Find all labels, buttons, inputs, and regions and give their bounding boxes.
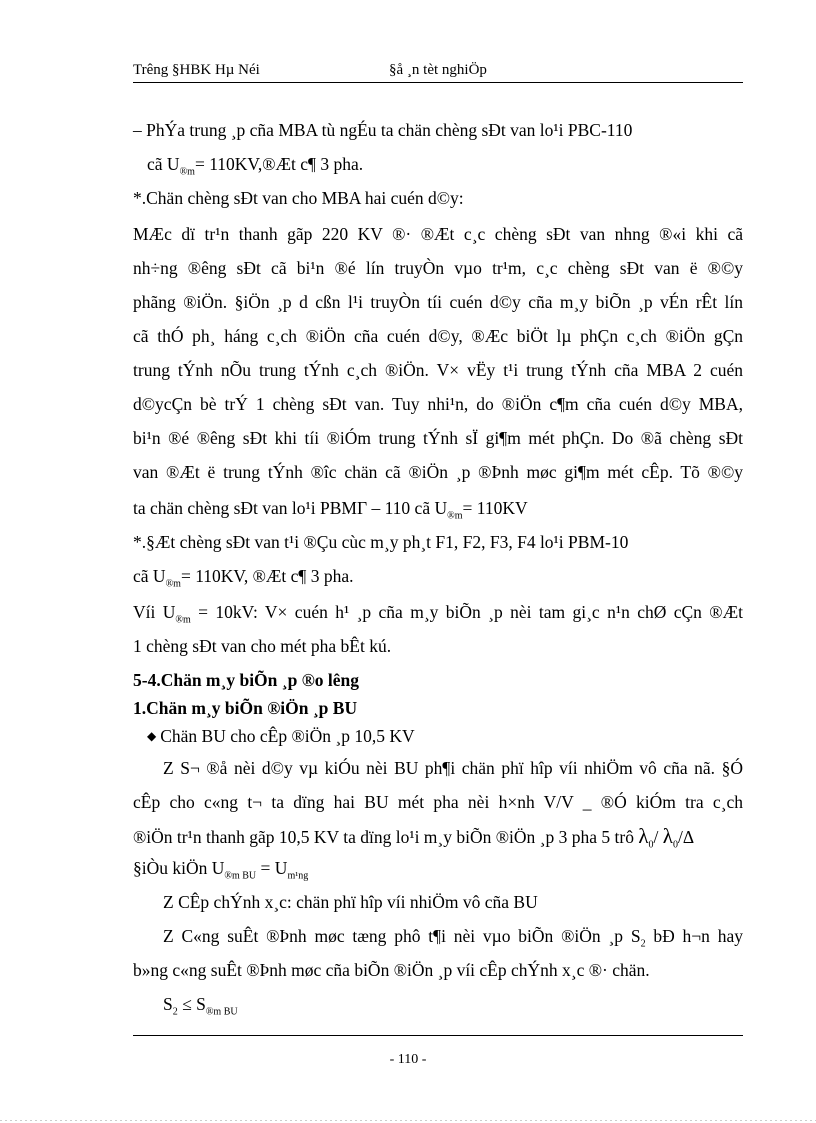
paragraph-line: ®iÖn tr¹n thanh gãp 10,5 KV ta dïng lo¹i m¸y biÕn ®iÖn ¸p 3 pha 5 trô $\lambda_0/$ $\lambda_0/\Delta$ [133, 824, 695, 851]
formula-line: $S_2 \le S_{®m BU}$ [163, 994, 238, 1018]
paragraph-line: Víi $U_{®m} = 10kV$: V× cuén h¹ ¸p cña m¸y biÕn ¸p nèi tam gi¸c n¹n chØ cÇn ®Æt [133, 602, 744, 626]
paragraph-line: cã $U_{®m}= 110KV$, ®Æt c¶ 3 pha. [133, 566, 354, 590]
paragraph-line: MÆc dï tr¹n thanh gãp 220 KV ®· ®Æt c¸c chèng sÐt van nhng ®«i khi cã [133, 224, 743, 244]
paragraph-line: phãng ®iÖn. §iÖn ¸p d cßn l¹i truyÒn tíi cuén d©y cña m¸y biÕn ¸p vÉn rÊt lín [133, 292, 743, 312]
paragraph-line: – PhÝa trung ¸p cña MBA tù ngÉu ta chän chèng sÐt van lo¹i PBC-110 [133, 120, 633, 140]
paragraph-line: cÊp cho c«ng t¬ ta dïng hai BU mét pha nèi h×nh V/V _ ®Ó kiÓm tra c¸ch [133, 792, 743, 812]
header-document-title: §å ¸n tèt nghiÖp [389, 62, 487, 78]
paragraph-line: Z CÊp chÝnh x¸c: chän phï hîp víi nhiÖm vô cña BU [163, 892, 538, 912]
paragraph-line: *.Chän chèng sÐt van cho MBA hai cuén d©y: [133, 188, 464, 208]
paragraph-line: cã $U_{®m}=$ 110KV,®Æt c¶ 3 pha. [147, 154, 364, 178]
header-rule [133, 82, 743, 83]
header-institution: Trêng §HBK Hµ Néi [133, 62, 260, 78]
paragraph-line: Z C«ng suÊt ®Þnh møc tæng phô t¶i nèi vµo biÕn ®iÖn ¸p $S_2$ bÐ h¬n hay [163, 926, 743, 950]
bullet-item: ◆ Chän BU cho cÊp ®iÖn ¸p 10,5 KV [147, 726, 415, 746]
paragraph-line: van ®Æt ë trung tÝnh ®îc chän cã ®iÖn ¸p ®Þnh møc gi¶m mét cÊp. Tõ ®©y [133, 462, 743, 482]
page-edge-dotted-line [0, 1120, 816, 1121]
page-number: - 110 - [389, 1052, 427, 1067]
paragraph-line: b»ng c«ng suÊt ®Þnh møc cña biÕn ®iÖn ¸p víi cÊp chÝnh x¸c ®· chän. [133, 960, 650, 980]
paragraph-line: *.§Æt chèng sÐt van t¹i ®Çu cùc m¸y ph¸t F1, F2, F3, F4 lo¹i PBM-10 [133, 532, 629, 552]
section-heading: 5-4.Chän m¸y biÕn ¸p ®o lêng [133, 670, 360, 690]
paragraph-line: bi¹n ®é ®êng sÐt khi tíi ®iÓm trung tÝnh sÏ gi¶m mét phÇn. Do ®ã chèng sÐt [133, 428, 743, 448]
paragraph-line: d©ycÇn bè trÝ 1 chèng sÐt van. Tuy nhi¹n, do ®iÖn c¶m cña cuén d©y MBA, [133, 394, 743, 414]
footer-rule [133, 1035, 743, 1036]
subsection-heading: 1.Chän m¸y biÕn ®iÖn ¸p BU [133, 698, 358, 718]
paragraph-line: nh÷ng ®êng sÐt cã bi¹n ®é lín truyÒn vµo tr¹m, c¸c chèng sÐt van ë ®©y [133, 258, 743, 278]
diamond-bullet-icon: ◆ [147, 729, 157, 743]
paragraph-line: cã thÓ ph¸ háng c¸ch ®iÖn cña cuén d©y, ®Æc biÖt lµ phÇn c¸ch ®iÖn gÇn [133, 326, 743, 346]
paragraph-line: ta chän chèng sÐt van lo¹i PBMГ – 110 cã $U_{®m}= 110KV$ [133, 498, 528, 522]
paragraph-line: trung tÝnh nÕu trung tÝnh c¸ch ®iÖn. V× vËy t¹i trung tÝnh cña MBA 2 cuén [133, 360, 743, 380]
paragraph-line: §iÒu kiÖn $U_{®m BU} = U_{m^1ng}$ [133, 858, 309, 882]
paragraph-line: Z S¬ ®å nèi d©y vµ kiÓu nèi BU ph¶i chän phï hîp víi nhiÖm vô cña nã. §Ó [163, 758, 743, 778]
paragraph-line: 1 chèng sÐt van cho mét pha bÊt kú. [133, 636, 392, 656]
